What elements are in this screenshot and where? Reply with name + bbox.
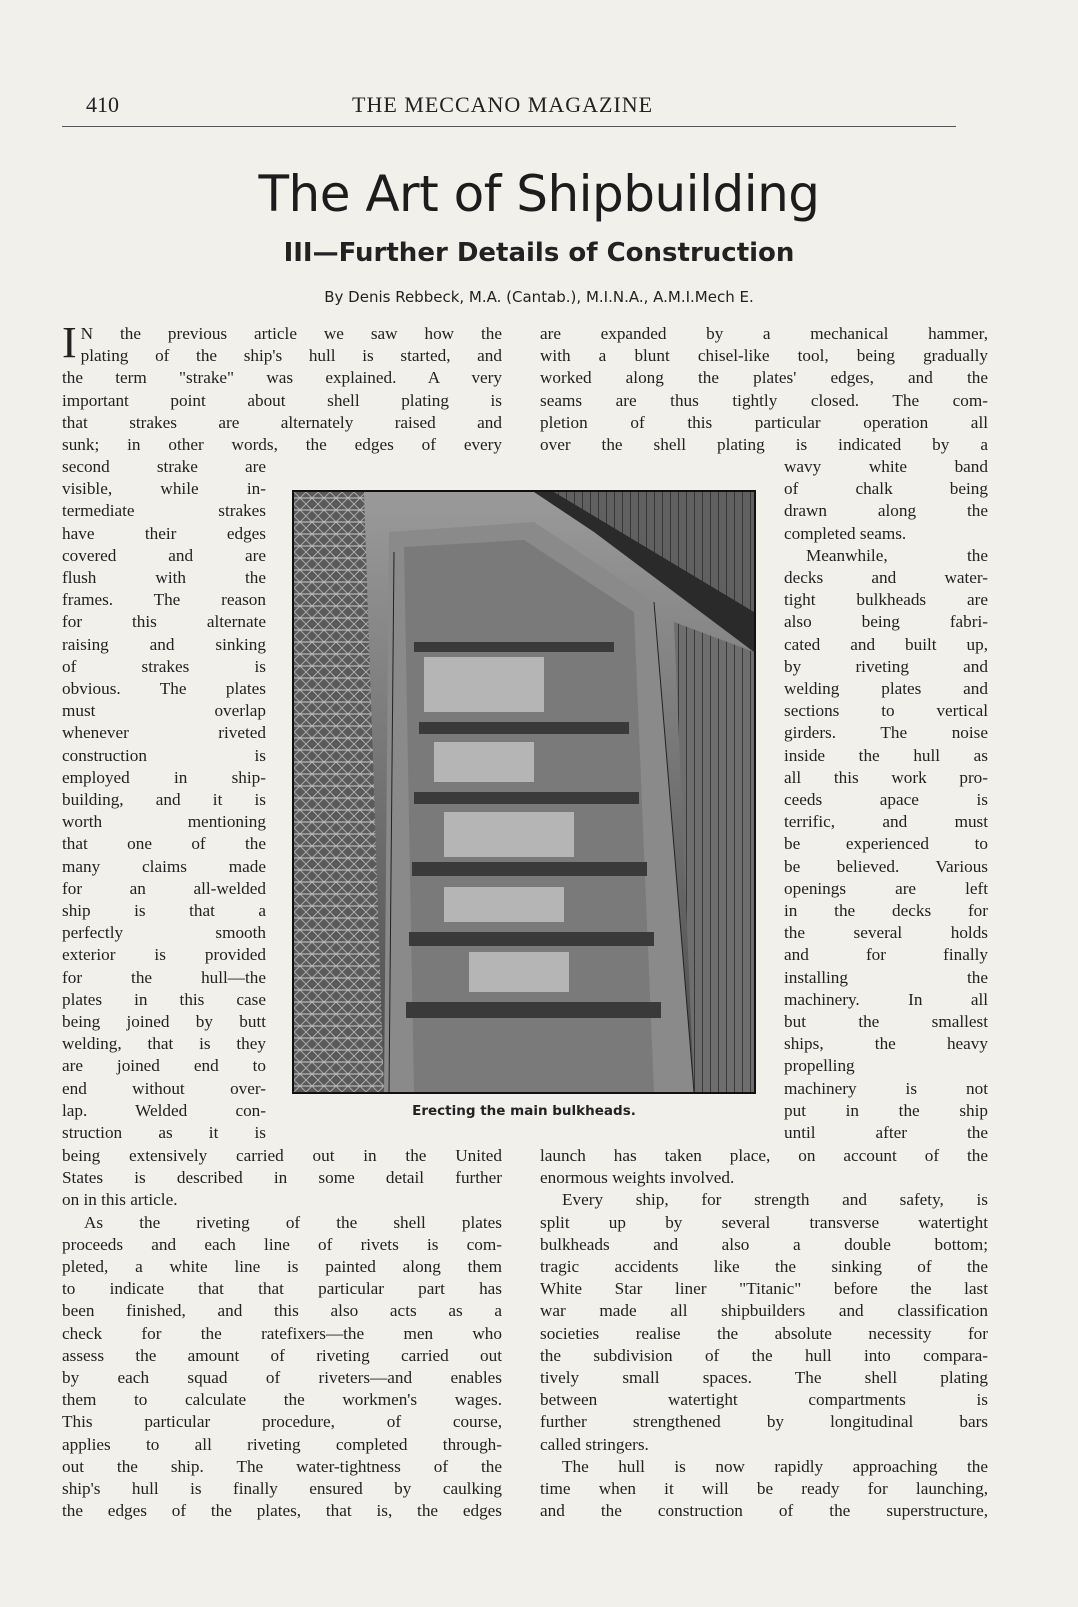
line-text: sunk; in other words, the edges of every (62, 435, 502, 455)
text-line (540, 367, 988, 389)
text-line (540, 1367, 988, 1389)
line-text: societies realise the absolute necessity for (540, 1323, 988, 1343)
line-text: are joined end to (62, 1056, 266, 1076)
line-text: welding, that is they (62, 1034, 266, 1054)
text-line (62, 434, 502, 456)
text-line (540, 1456, 988, 1478)
text-line (540, 1145, 988, 1167)
running-head (86, 92, 1006, 122)
line-text: ships, the heavy (784, 1034, 988, 1054)
text-line (62, 1323, 502, 1345)
line-text: White Star liner "Titanic" before the last (540, 1279, 988, 1299)
text-line (784, 833, 988, 855)
text-line (62, 1055, 266, 1077)
line-text: pletion of this particular operation all (540, 412, 988, 432)
line-text: girders. The noise (784, 723, 988, 743)
line-text: bulkheads and also a double bottom; (540, 1234, 988, 1254)
line-text: N the previous article we saw how the (80, 324, 502, 343)
line-text: until after the (784, 1123, 988, 1143)
text-line (540, 1167, 988, 1189)
text-line (62, 789, 266, 811)
text-line (62, 1278, 502, 1300)
line-text: tively small spaces. The shell plating (540, 1368, 988, 1388)
line-text: Every ship, for strength and safety, is (562, 1190, 988, 1210)
line-text: end without over- (62, 1078, 266, 1098)
line-text: time when it will be ready for launching, (540, 1479, 988, 1499)
text-line (62, 656, 266, 678)
line-text: frames. The reason (62, 590, 266, 610)
line-text: This particular procedure, of course, (62, 1412, 502, 1432)
text-line (62, 367, 502, 389)
line-text: by each squad of riveters—and enables (62, 1368, 502, 1388)
text-line (540, 1323, 988, 1345)
line-text: decks and water- (784, 568, 988, 588)
line-text: have their edges (62, 523, 266, 543)
text-line (540, 1478, 988, 1500)
line-text: out the ship. The water-tightness of the (62, 1456, 502, 1476)
text-line (62, 1456, 502, 1478)
text-line (540, 1434, 988, 1456)
line-text: launch has taken place, on account of the (540, 1146, 988, 1165)
line-text: war made all shipbuilders and classification (540, 1301, 988, 1321)
line-text: machinery is not (784, 1078, 988, 1098)
line-text: tragic accidents like the sinking of the (540, 1257, 988, 1277)
text-line (784, 989, 988, 1011)
line-text: the edges of the plates, that is, the edges (62, 1501, 502, 1521)
line-text: been finished, and this also acts as a (62, 1301, 502, 1321)
line-text: flush with the (62, 568, 266, 588)
text-line (784, 700, 988, 722)
line-text: lap. Welded con- (62, 1100, 266, 1120)
line-text: As the riveting of the shell plates (84, 1212, 502, 1232)
line-text: over the shell plating is indicated by a (540, 435, 988, 455)
column-left-narrow (62, 456, 266, 1144)
text-line (784, 967, 988, 989)
line-text: are expanded by a mechanical hammer, (540, 324, 988, 343)
page-number: 410 (86, 92, 119, 117)
text-line (62, 412, 502, 434)
line-text: installing the (784, 967, 988, 987)
text-line (784, 922, 988, 944)
text-line (62, 878, 266, 900)
line-text: The hull is now rapidly approaching the (562, 1456, 988, 1476)
text-line (784, 944, 988, 966)
line-text: worked along the plates' edges, and the (540, 368, 988, 388)
text-line (62, 944, 266, 966)
text-line (784, 722, 988, 744)
line-text: must overlap (62, 701, 266, 721)
text-line (540, 390, 988, 412)
line-text: second strake are (62, 457, 266, 476)
line-text: the several holds (784, 923, 988, 943)
text-line (784, 1122, 988, 1144)
text-line (540, 412, 988, 434)
text-line (62, 1300, 502, 1322)
text-line (62, 856, 266, 878)
text-line (784, 878, 988, 900)
text-line (540, 1500, 988, 1522)
text-line (540, 323, 988, 345)
line-text: all this work pro- (784, 767, 988, 787)
line-text: terrific, and must (784, 812, 988, 832)
text-line (540, 1212, 988, 1234)
text-line (62, 1122, 266, 1144)
text-line (62, 900, 266, 922)
column-right-bottom (540, 1145, 988, 1522)
line-text: to indicate that that particular part has (62, 1279, 502, 1299)
text-line (784, 500, 988, 522)
text-line (62, 767, 266, 789)
text-line (784, 767, 988, 789)
line-text: the term "strake" was explained. A very (62, 368, 502, 388)
text-line (784, 589, 988, 611)
line-text: tight bulkheads are (784, 590, 988, 610)
line-text: exterior is provided (62, 945, 266, 965)
line-text: wavy white band (784, 457, 988, 476)
line-text: drawn along the (784, 501, 988, 521)
text-line (62, 611, 266, 633)
line-text: called stringers. (540, 1434, 649, 1454)
text-line (62, 523, 266, 545)
line-text: split up by several transverse watertight (540, 1212, 988, 1232)
line-text: in the decks for (784, 901, 988, 921)
text-line (62, 1500, 502, 1522)
text-line (540, 1234, 988, 1256)
line-text: building, and it is (62, 790, 266, 810)
line-text: on in this article. (62, 1190, 178, 1210)
text-line (62, 833, 266, 855)
text-line (62, 1212, 502, 1234)
line-text: but the smallest (784, 1012, 988, 1032)
line-text: being extensively carried out in the United (62, 1146, 502, 1165)
text-line (62, 589, 266, 611)
line-text: that one of the (62, 834, 266, 854)
line-text: for this alternate (62, 612, 266, 632)
line-text: completed seams. (784, 523, 907, 543)
article-subtitle: III—Further Details of Construction (283, 238, 795, 268)
text-line (62, 1167, 502, 1189)
line-text: welding plates and (784, 679, 988, 699)
line-text: whenever riveted (62, 723, 266, 743)
text-line (62, 1145, 502, 1167)
text-line (784, 678, 988, 700)
line-text: ship is that a (62, 901, 266, 921)
article-byline: By Denis Rebbeck, M.A. (Cantab.), M.I.N.A., A.M.I.Mech E. (324, 288, 754, 306)
text-line (784, 567, 988, 589)
text-line (784, 456, 988, 478)
line-text: plating of the ship's hull is started, and (80, 346, 502, 366)
column-right-narrow (784, 456, 988, 1144)
line-text: with a blunt chisel-like tool, being gradually (540, 346, 988, 366)
magazine-title: THE MECCANO MAGAZINE (352, 92, 654, 117)
text-line (62, 1256, 502, 1278)
text-line (784, 545, 988, 567)
line-text: construction is (62, 745, 266, 765)
text-line (784, 1011, 988, 1033)
text-line (784, 1100, 988, 1122)
line-text: check for the ratefixers—the men who (62, 1323, 502, 1343)
text-line (784, 478, 988, 500)
line-text: inside the hull as (784, 745, 988, 765)
text-line (784, 745, 988, 767)
line-text: cated and built up, (784, 634, 988, 654)
line-text: applies to all riveting completed through- (62, 1434, 502, 1454)
text-line (62, 722, 266, 744)
line-text: plates in this case (62, 989, 266, 1009)
text-line (62, 1189, 502, 1211)
line-text: enormous weights involved. (540, 1168, 735, 1188)
text-line (540, 434, 988, 456)
photo-caption: Erecting the main bulkheads. (412, 1103, 636, 1119)
line-text: being joined by butt (62, 1012, 266, 1032)
line-text: between watertight compartments is (540, 1390, 988, 1410)
text-line (62, 1345, 502, 1367)
text-line (62, 678, 266, 700)
text-line (62, 567, 266, 589)
line-text: ceeds apace is (784, 790, 988, 810)
line-text: also being fabri- (784, 612, 988, 632)
drop-cap: I (62, 318, 77, 367)
text-line (540, 1278, 988, 1300)
line-text: obvious. The plates (62, 679, 266, 699)
text-line (62, 700, 266, 722)
text-line (784, 634, 988, 656)
line-text: of chalk being (784, 479, 988, 499)
hull-photo-illustration (294, 492, 754, 1092)
text-line (62, 1100, 266, 1122)
line-text: be experienced to (784, 834, 988, 854)
line-text: openings are left (784, 878, 988, 898)
line-text: covered and are (62, 545, 266, 565)
text-line (62, 500, 266, 522)
column-right-top (540, 323, 988, 456)
line-text: put in the ship (784, 1100, 988, 1120)
text-line (62, 545, 266, 567)
text-line (62, 1389, 502, 1411)
line-text: sections to vertical (784, 701, 988, 721)
text-line (540, 1345, 988, 1367)
text-line (540, 1189, 988, 1211)
text-line (784, 789, 988, 811)
line-text: and the construction of the superstructure, (540, 1501, 988, 1521)
column-left-top (62, 318, 502, 456)
line-text: propelling (784, 1056, 855, 1076)
line-text: further strengthened by longitudinal bars (540, 1412, 988, 1432)
text-line (784, 656, 988, 678)
text-line (62, 1367, 502, 1389)
line-text: seams are thus tightly closed. The com- (540, 390, 988, 410)
text-line (62, 1234, 502, 1256)
text-line (62, 1033, 266, 1055)
text-line (62, 634, 266, 656)
text-line (784, 1055, 988, 1077)
text-line (62, 967, 266, 989)
line-text: struction as it is (62, 1123, 266, 1143)
text-line (62, 1011, 266, 1033)
line-text: many claims made (62, 856, 266, 876)
line-text: by riveting and (784, 656, 988, 676)
line-text: employed in ship- (62, 767, 266, 787)
line-text: for the hull—the (62, 967, 266, 987)
line-text: the subdivision of the hull into compara- (540, 1345, 988, 1365)
column-left-bottom (62, 1145, 502, 1522)
line-text: that strakes are alternately raised and (62, 412, 502, 432)
line-text: pleted, a white line is painted along them (62, 1257, 502, 1277)
line-text: assess the amount of riveting carried out (62, 1345, 502, 1365)
text-line (62, 1478, 502, 1500)
line-text: and for finally (784, 945, 988, 965)
line-text: worth mentioning (62, 812, 266, 832)
line-text: perfectly smooth (62, 923, 266, 943)
text-line (62, 390, 502, 412)
line-text: be believed. Various (784, 856, 988, 876)
text-line (784, 523, 988, 545)
line-text: termediate strakes (62, 501, 266, 521)
hull-photograph (292, 490, 756, 1094)
article-title: The Art of Shipbuilding (258, 165, 820, 223)
line-text: of strakes is (62, 656, 266, 676)
text-line (62, 1411, 502, 1433)
text-line (62, 478, 266, 500)
text-line (784, 611, 988, 633)
text-line (540, 1300, 988, 1322)
line-text: visible, while in- (62, 479, 266, 499)
header-rule (62, 126, 956, 127)
line-text: raising and sinking (62, 634, 266, 654)
text-line (62, 745, 266, 767)
text-line (62, 456, 266, 478)
text-line (62, 345, 502, 367)
text-line (62, 811, 266, 833)
text-line (62, 989, 266, 1011)
line-text: important point about shell plating is (62, 390, 502, 410)
text-line (784, 811, 988, 833)
text-line (62, 1078, 266, 1100)
text-line (784, 900, 988, 922)
line-text: proceeds and each line of rivets is com- (62, 1234, 502, 1254)
line-text: machinery. In all (784, 989, 988, 1009)
line-text: States is described in some detail further (62, 1168, 502, 1188)
text-line (62, 922, 266, 944)
text-line (540, 1256, 988, 1278)
line-text: for an all-welded (62, 878, 266, 898)
text-line (784, 1078, 988, 1100)
line-text: Meanwhile, the (806, 545, 988, 565)
text-line (62, 1434, 502, 1456)
text-line (540, 1389, 988, 1411)
line-text: ship's hull is finally ensured by caulking (62, 1479, 502, 1499)
text-line (784, 856, 988, 878)
text-line (540, 1411, 988, 1433)
text-line (784, 1033, 988, 1055)
text-line (540, 345, 988, 367)
line-text: them to calculate the workmen's wages. (62, 1390, 502, 1410)
